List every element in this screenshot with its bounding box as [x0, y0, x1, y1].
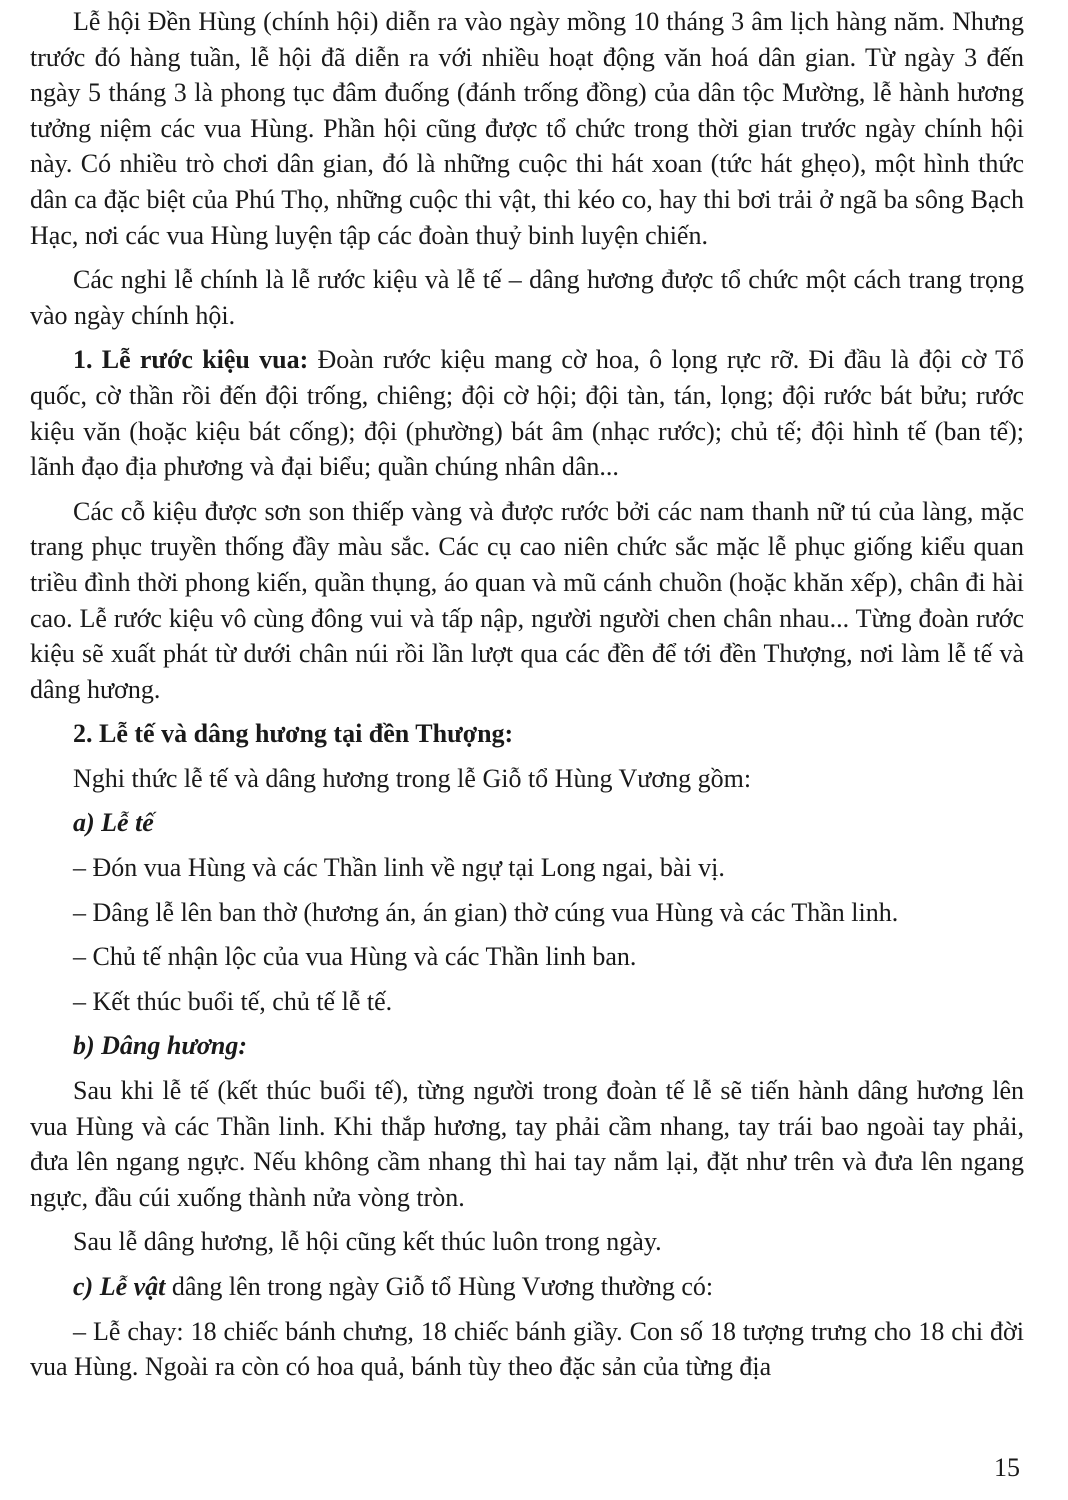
paragraph-ceremony-intro: Nghi thức lễ tế và dâng hương trong lễ Giỗ tổ Hùng Vương gồm:	[73, 763, 752, 793]
paragraph-vegetarian-offerings: – Lễ chay: 18 chiếc bánh chưng, 18 chiếc bánh giầy. Con số 18 tượng trưng cho 18 chi đời vua Hùng. Ngoài ra còn có hoa quả, bánh tùy theo đặc sản của từng địa	[30, 1316, 1024, 1382]
heading-le-te	[30, 805, 1024, 841]
paragraph-procession	[30, 342, 1024, 484]
bullet-item-1: – Đón vua Hùng và các Thần linh về ngự tại Long ngai, bài vị.	[73, 853, 725, 883]
page-number: 15	[994, 1453, 1020, 1482]
offerings-heading: c) Lễ vật	[73, 1272, 166, 1301]
paragraph-incense: Sau khi lễ tế (kết thúc buổi tế), từng người trong đoàn tế lễ sẽ tiến hành dâng hương lên vua Hùng và các Thần linh. Khi thắp hương, tay phải cầm nhang, tay trái bao ngoài tay phải, đưa lên ngang ngực. Nếu không cầm nhang thì hai tay nắm lại, đặt như trên và đưa lên ngang ngực, đầu cúi xuống thành nửa vòng tròn.	[30, 1076, 1024, 1212]
paragraph-festival-intro: Lễ hội Đền Hùng (chính hội) diễn ra vào ngày mồng 10 tháng 3 âm lịch hàng năm. Nhưng trước đó hàng tuần, lễ hội đã diễn ra với nhiều hoạt động văn hoá dân gian. Từ ngày 3 đến ngày 5 tháng 3 là phong tục đâm đuống (đánh trống đồng) của dân tộc Mường, lễ hành hương tưởng niệm các vua Hùng. Phần hội cũng được tổ chức trong thời gian trước ngày chính hội này. Có nhiều trò chơi dân gian, đó là những cuộc thi hát xoan (tức hát ghẹo), một hình thức dân ca đặc biệt của Phú Thọ, những cuộc thi vật, thi kéo co, hay thi bơi trải ở ngã ba sông Bạch Hạc, nơi các vua Hùng luyện tập các đoàn thuỷ binh luyện chiến.	[30, 7, 1024, 250]
bullet-item-2: – Dâng lễ lên ban thờ (hương án, án gian) thờ cúng vua Hùng và các Thần linh.	[73, 897, 899, 927]
dang-huong-heading: b) Dâng hương:	[73, 1031, 248, 1061]
procession-text: Đoàn rước kiệu mang cờ hoa, ô lọng rực rỡ. Đi đầu là đội cờ Tổ quốc, cờ thần rồi đến đội trống, chiêng; đội cờ hội; đội tàn, tán, lọng; đội rước bát bửu; rước kiệu văn (hoặc kiệu bát cống); đội (phường) bát âm (nhạc rước); chủ tế; đội hình tế (ban tế); lãnh đạo địa phương và đại biểu; quần chúng nhân dân...	[30, 345, 1024, 482]
ceremony-heading: 2. Lễ tế và dâng hương tại đền Thượng:	[73, 719, 514, 749]
paragraph-festival-end: Sau lễ dâng hương, lễ hội cũng kết thúc luôn trong ngày.	[73, 1227, 662, 1257]
offerings-intro-text: dâng lên trong ngày Giỗ tổ Hùng Vương thường có:	[165, 1272, 714, 1301]
heading-dang-huong	[30, 1028, 1024, 1064]
paragraph-main-rituals: Các nghi lễ chính là lễ rước kiệu và lễ tế – dâng hương được tổ chức một cách trang trọng vào ngày chính hội.	[30, 265, 1024, 330]
bullet-item-3: – Chủ tế nhận lộc của vua Hùng và các Thần linh ban.	[73, 942, 637, 972]
heading-ceremony	[30, 716, 1024, 752]
le-te-heading: a) Lễ tế	[73, 808, 154, 838]
procession-heading: 1. Lễ rước kiệu vua:	[73, 345, 309, 375]
bullet-item-4: – Kết thúc buổi tế, chủ tế lễ tế.	[73, 986, 393, 1016]
paragraph-offerings-intro	[30, 1269, 1024, 1305]
paragraph-palanquin: Các cỗ kiệu được sơn son thiếp vàng và được rước bởi các nam thanh nữ tú của làng, mặc trang phục truyền thống đầy màu sắc. Các cụ cao niên chức sắc mặc lễ phục giống kiểu quan triều đình thời phong kiến, quần thụng, áo quan và mũ cánh chuồn (hoặc khăn xếp), chân đi hài cao. Lễ rước kiệu vô cùng đông vui và tấp nập, người người chen chân nhau... Từng đoàn rước kiệu sẽ xuất phát từ dưới chân núi rồi lần lượt qua các đền để tới đền Thượng, nơi làm lễ tế và dâng hương.	[30, 496, 1024, 704]
